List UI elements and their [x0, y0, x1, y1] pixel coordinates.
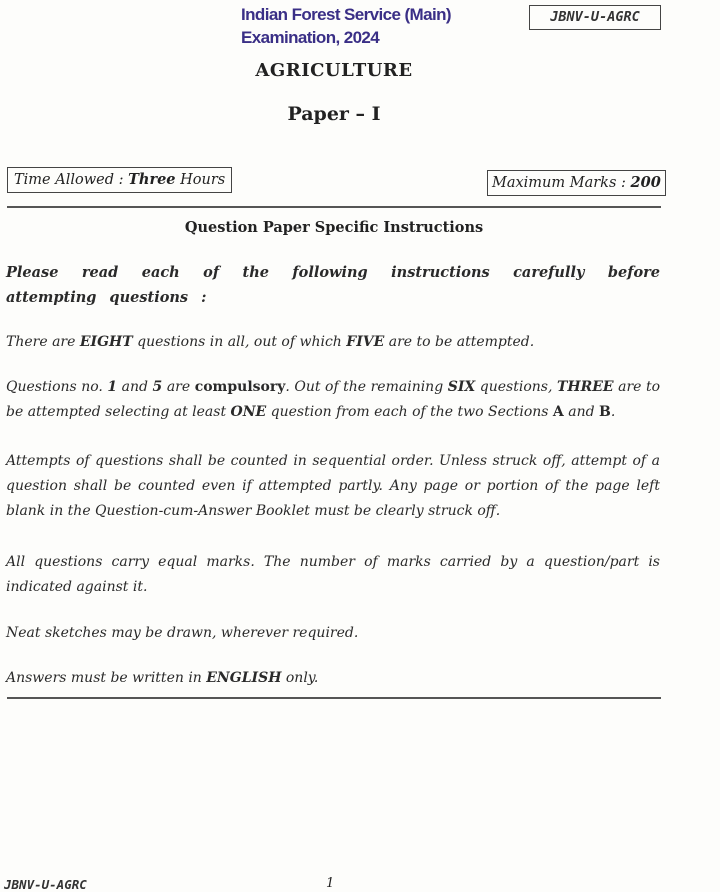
maximum-marks-box — [487, 170, 666, 196]
footer-paper-code: JBNV-U-AGRC — [4, 877, 87, 892]
page-number: 1 — [326, 876, 335, 891]
instruction-equal-marks: All questions carry equal marks. The number of marks carried by a question/part is indicated against it. — [6, 554, 660, 595]
time-unit: Hours — [175, 172, 226, 188]
marks-label: Maximum Marks : — [492, 175, 631, 191]
stamp-line-2: Examination, 2024 — [241, 28, 380, 47]
marks-value: 200 — [630, 174, 661, 191]
top-divider — [7, 206, 661, 208]
instruction-question-count: There are EIGHT questions in all, out of which FIVE are to be attempted. — [6, 334, 535, 350]
instruction-compulsory: Questions no. 1 and 5 are compulsory. Out of the remaining SIX questions, THREE are to be attempted selecting at least ONE question from each of the two Sections A and B. — [6, 379, 660, 420]
paper-code-box: JBNV-U-AGRC — [529, 5, 661, 30]
time-value: Three — [128, 171, 176, 188]
exam-stamp — [241, 3, 451, 49]
instruction-sketches: Neat sketches may be drawn, wherever required. — [6, 625, 359, 641]
instructions-lead: Please read each of the following instructions carefully before attempting questions : — [6, 264, 660, 306]
subject-title: AGRICULTURE — [255, 60, 413, 81]
time-label: Time Allowed : — [14, 172, 129, 188]
instructions-title: Question Paper Specific Instructions — [184, 219, 484, 236]
stamp-line-1: Indian Forest Service (Main) — [241, 5, 451, 24]
time-allowed-box — [7, 167, 232, 193]
instruction-language: Answers must be written in ENGLISH only. — [6, 670, 319, 686]
instruction-sequential-order: Attempts of questions shall be counted in sequential order. Unless struck off, attempt of a question shall be counted even if attempted partly. Any page or portion of the page left blank in the Question-cum-Answer Booklet must be clearly struck off. — [6, 453, 660, 519]
bottom-divider — [7, 697, 661, 699]
paper-title: Paper – I — [287, 103, 381, 125]
